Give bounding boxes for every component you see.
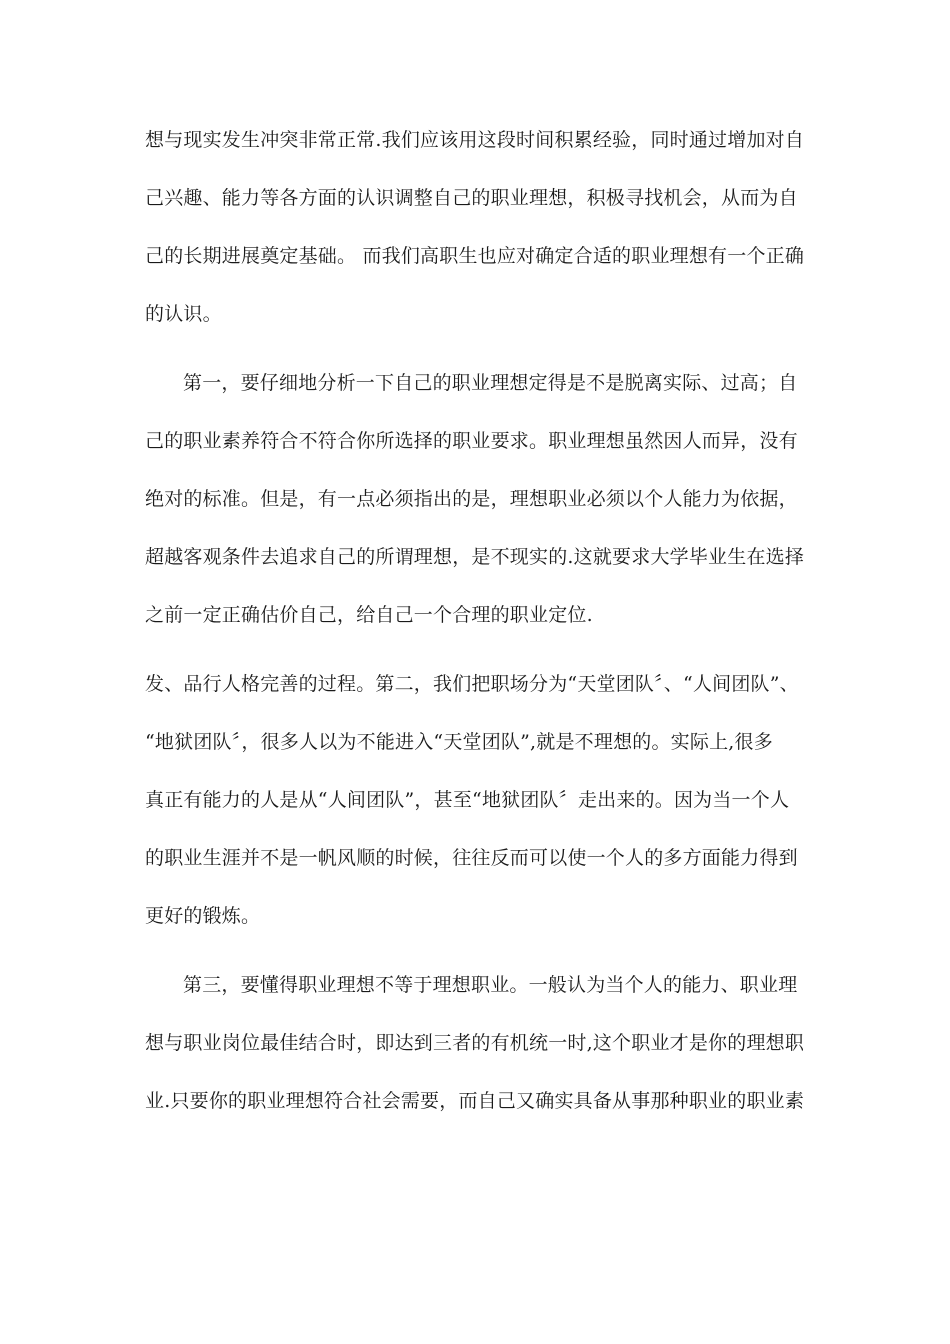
text-line: 超越客观条件去追求自己的所谓理想，是不现实的.这就要求大学毕业生在选择 <box>145 546 805 568</box>
text-line: 想与职业岗位最佳结合时，即达到三者的有机统一时,这个职业才是你的理想职 <box>145 1032 805 1054</box>
paragraph-first-line: 第三，要懂得职业理想不等于理想职业。一般认为当个人的能力、职业理 <box>183 974 798 996</box>
text-line: 绝对的标准。但是，有一点必须指出的是，理想职业必须以个人能力为依据， <box>145 488 798 510</box>
text-line: 己的职业素养符合不符合你所选择的职业要求。职业理想虽然因人而异，没有 <box>145 430 798 452</box>
text-line: 己兴趣、能力等各方面的认识调整自己的职业理想，积极寻找机会，从而为自 <box>145 187 798 209</box>
text-line: 发、品行人格完善的过程。第二，我们把职场分为“天堂团队〞、“人间团队”、 <box>145 673 799 695</box>
text-line: 之前一定正确估价自己，给自己一个合理的职业定位. <box>145 604 593 626</box>
paragraph-first-line: 第一，要仔细地分析一下自己的职业理想定得是不是脱离实际、过高；自 <box>183 372 798 394</box>
text-line: “地狱团队〞，很多人以为不能进入“天堂团队”,就是不理想的。实际上,很多 <box>145 731 773 753</box>
text-line: 己的长期进展奠定基础。 而我们高职生也应对确定合适的职业理想有一个正确 <box>145 245 805 267</box>
text-line: 想与现实发生冲突非常正常.我们应该用这段时间积累经验，同时通过增加对自 <box>145 129 805 151</box>
text-line: 业.只要你的职业理想符合社会需要，而自己又确实具备从事那种职业的职业素 <box>145 1090 805 1112</box>
text-line: 真正有能力的人是从“人间团队”，甚至“地狱团队〞走出来的。因为当一个人 <box>145 789 790 811</box>
text-line: 的认识。 <box>145 303 222 325</box>
text-line: 的职业生涯并不是一帆风顺的时候，往往反而可以使一个人的多方面能力得到 <box>145 847 798 869</box>
text-line: 更好的锻炼。 <box>145 905 261 927</box>
